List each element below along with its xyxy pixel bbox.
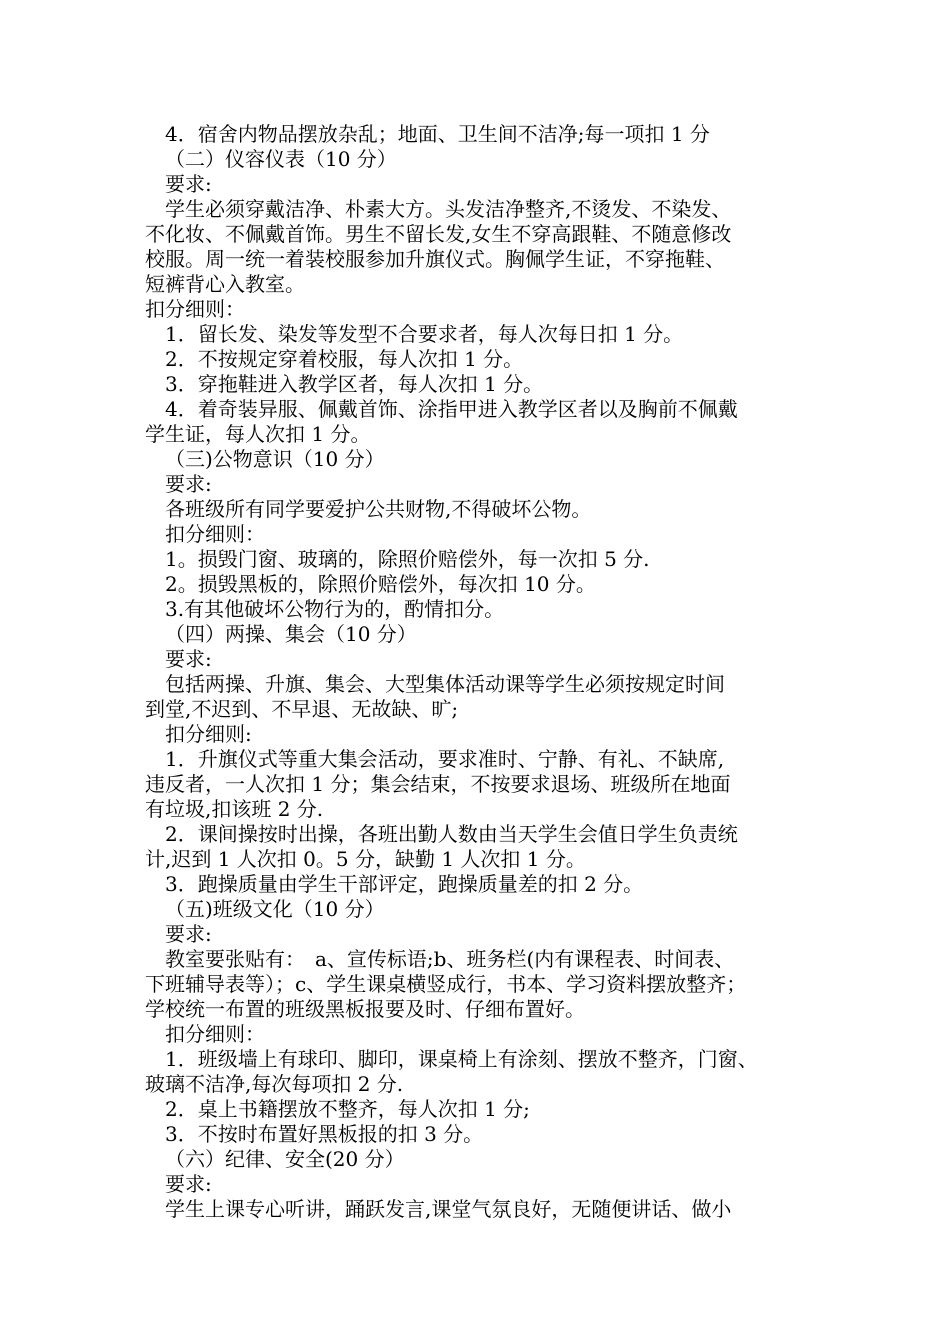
text-line: 1．留长发、染发等发型不合要求者，每人次每日扣 1 分。: [165, 322, 684, 346]
text-line: 1。损毁门窗、玻璃的，除照价赔偿外，每一次扣 5 分.: [165, 547, 650, 571]
text-line: 短裤背心入教室。: [145, 272, 305, 296]
text-line: 扣分细则：: [145, 297, 245, 321]
text-line: 3．跑操质量由学生干部评定，跑操质量差的扣 2 分。: [165, 872, 644, 896]
text-line: 有垃圾,扣该班 2 分.: [145, 797, 324, 821]
text-line: 不化妆、不佩戴首饰。男生不留长发,女生不穿高跟鞋、不随意修改: [145, 222, 732, 246]
text-line: 要求:: [165, 647, 212, 671]
text-line: 要求:: [165, 472, 212, 496]
text-line: 包括两操、升旗、集会、大型集体活动课等学生必须按规定时间: [165, 672, 725, 696]
text-line: 各班级所有同学要爱护公共财物,不得破坏公物。: [165, 497, 592, 521]
text-line: 3.有其他破坏公物行为的，酌情扣分。: [165, 597, 505, 621]
text-line: 学校统一布置的班级黑板报要及时、仔细布置好。: [145, 997, 585, 1021]
text-line: 3．不按时布置好黑板报的扣 3 分。: [165, 1122, 484, 1146]
text-line: 要求:: [165, 922, 212, 946]
text-line: 3．穿拖鞋进入教学区者，每人次扣 1 分。: [165, 372, 544, 396]
text-line: 1．升旗仪式等重大集会活动，要求准时、宁静、有礼、不缺席,: [165, 747, 725, 771]
text-line: 玻璃不洁净,每次每项扣 2 分.: [145, 1072, 404, 1096]
text-line: 2．课间操按时出操，各班出勤人数由当天学生会值日学生负责统: [165, 822, 738, 846]
text-line: 2．桌上书籍摆放不整齐，每人次扣 1 分;: [165, 1097, 530, 1121]
text-line: （六）纪律、安全(20 分）: [165, 1147, 405, 1171]
text-line: （四）两操、集会（10 分）: [165, 622, 417, 646]
text-line: 下班辅导表等）；c、学生课桌横竖成行，书本、学习资料摆放整齐；: [145, 972, 747, 996]
text-line: 要求:: [165, 1172, 212, 1196]
text-line: （二）仪容仪表（10 分）: [165, 147, 397, 171]
text-line: 教室要张贴有： a、宣传标语;b、班务栏(内有课程表、时间表、: [165, 947, 735, 971]
text-line: 到堂,不迟到、不早退、无故缺、旷;: [145, 697, 459, 721]
text-line: 学生上课专心听讲，踊跃发言,课堂气氛良好，无随便讲话、做小: [165, 1197, 732, 1221]
text-line: 2。损毁黑板的，除照价赔偿外，每次扣 10 分。: [165, 572, 596, 596]
text-line: 2．不按规定穿着校服，每人次扣 1 分。: [165, 347, 524, 371]
text-line: 学生证，每人次扣 1 分。: [145, 422, 371, 446]
text-line: 扣分细则:: [165, 722, 252, 746]
text-line: 校服。周一统一着装校服参加升旗仪式。胸佩学生证，不穿拖鞋、: [145, 247, 725, 271]
text-line: 4．宿舍内物品摆放杂乱；地面、卫生间不洁净;每一项扣 1 分: [165, 122, 710, 146]
text-line: 1．班级墙上有球印、脚印，课桌椅上有涂刻、摆放不整齐，门窗、: [165, 1047, 758, 1071]
text-line: 扣分细则：: [165, 522, 265, 546]
text-line: 违反者，一人次扣 1 分；集会结束，不按要求退场、班级所在地面: [145, 772, 731, 796]
text-line: 要求:: [165, 172, 212, 196]
document-body: [145, 122, 825, 1222]
text-line: 扣分细则：: [165, 1022, 265, 1046]
text-line: 计,迟到 1 人次扣 0。5 分，缺勤 1 人次扣 1 分。: [145, 847, 586, 871]
text-line: 4．着奇装异服、佩戴首饰、涂指甲进入教学区者以及胸前不佩戴: [165, 397, 738, 421]
text-line: 学生必须穿戴洁净、朴素大方。头发洁净整齐,不烫发、不染发、: [165, 197, 732, 221]
text-line: （三)公物意识（10 分）: [165, 447, 385, 471]
text-line: （五)班级文化（10 分）: [165, 897, 385, 921]
